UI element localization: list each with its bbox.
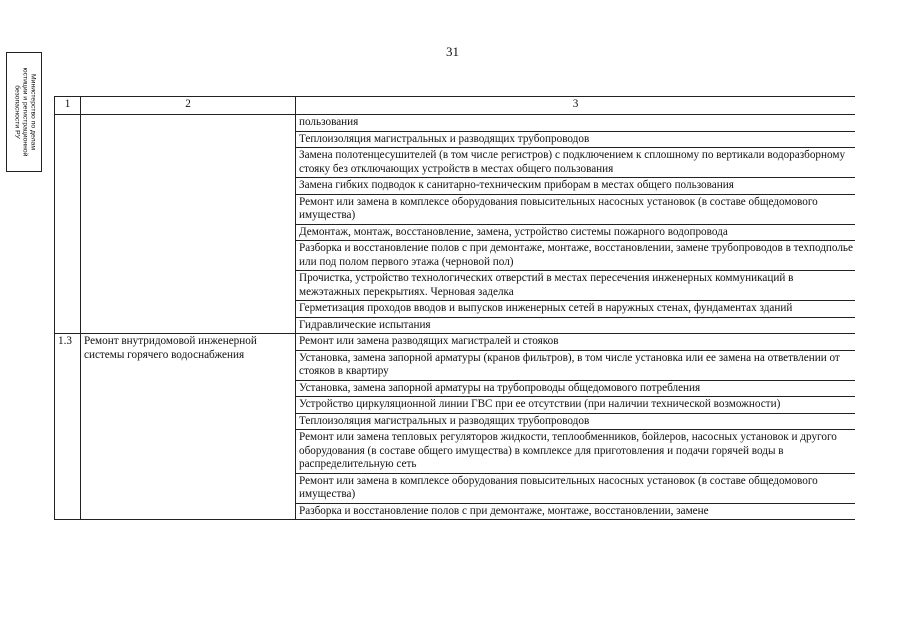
works-table [54,96,855,520]
work-cell: Теплоизоляция магистральных и разводящих трубопроводов [296,131,856,148]
stamp-text [12,68,36,157]
row-number-cell [55,115,81,334]
page-number: 31 [446,44,459,59]
ministry-stamp [6,52,42,172]
work-cell: пользования [296,115,856,132]
work-cell: Теплоизоляция магистральных и разводящих трубопроводов [296,413,856,430]
stamp-line: безопасности РУ [13,85,20,139]
table-header-row [55,97,856,115]
stamp-line: Министерство по делам [29,73,36,150]
work-cell: Разборка и восстановление полов с при демонтаже, монтаже, восстановлении, замене [296,503,856,520]
work-cell: Ремонт или замена разводящих магистралей и стояков [296,334,856,351]
system-cell [81,115,296,334]
column-header-number: 1 [55,97,81,115]
work-cell: Ремонт или замена в комплексе оборудования повысительных насосных установок (в составе общедомового имущества) [296,473,856,503]
work-cell: Замена гибких подводок к санитарно-техническим приборам в местах общего пользования [296,178,856,195]
work-cell: Гидравлические испытания [296,317,856,334]
work-cell: Установка, замена запорной арматуры на трубопроводы общедомового потребления [296,380,856,397]
stamp-line: юстиции и регистрационной [21,67,28,157]
table-row [55,115,856,132]
work-cell: Ремонт или замена в комплексе оборудования повысительных насосных установок (в составе общедомового имущества) [296,194,856,224]
document-sheet [54,96,855,590]
work-cell: Установка, замена запорной арматуры (кранов фильтров), в том числе установка или ее замена на ответвлении от стояков в квартиру [296,350,856,380]
work-cell: Герметизация проходов вводов и выпусков инженерных сетей в наружных стенах, фундаментах зданий [296,301,856,318]
work-cell: Демонтаж, монтаж, восстановление, замена, устройство системы пожарного водопровода [296,224,856,241]
work-cell: Прочистка, устройство технологических отверстий в местах пересечения инженерных коммуникаций в межэтажных перекрытиях. Черновая заделка [296,271,856,301]
column-header-system: 2 [81,97,296,115]
table-row [55,334,856,351]
section-title: Ремонт внутридомовой инженерной системы горячего водоснабжения [81,334,296,520]
work-cell: Ремонт или замена тепловых регуляторов жидкости, теплообменников, бойлеров, насосных установок и другого оборудования (в составе общего имущества) в комплексе для приготовления и подачи горячей воды в распределительную сеть [296,430,856,474]
section-number: 1.3 [55,334,81,520]
work-cell: Устройство циркуляционной линии ГВС при ее отсутствии (при наличии технической возможности) [296,397,856,414]
work-cell: Разборка и восстановление полов с при демонтаже, монтаже, восстановлении, замене трубопроводов в техподполье или под полом первого этажа (черновой пол) [296,241,856,271]
column-header-works: 3 [296,97,856,115]
work-cell: Замена полотенцесушителей (в том числе регистров) с подключением к сплошному по вертикали водоразборному стояку без отключающих устройств в местах общего пользования [296,148,856,178]
